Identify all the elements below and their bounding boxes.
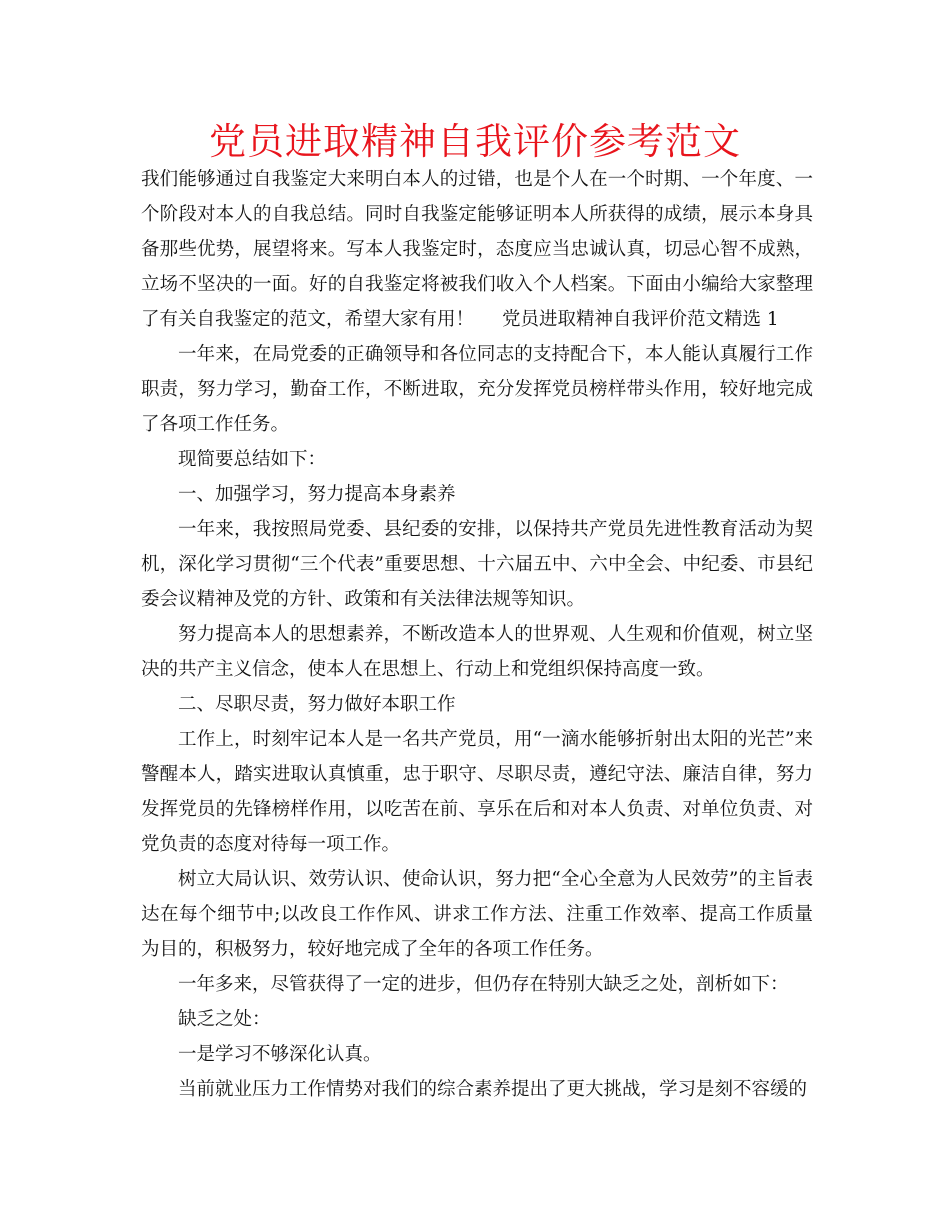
section-heading: 党员进取精神自我评价范文精选 1 [502, 309, 779, 330]
paragraph: 一年来，我按照局党委、县纪委的安排，以保持共产党员先进性教育活动为契机，深化学习贯彻“三个代表”重要思想、十六届五中、六中全会、中纪委、市县纪委会议精神及党的方针、政策和有关法律法规等知识。 [141, 519, 813, 610]
subheading: 二、尽职尽责，努力做好本职工作 [178, 694, 456, 715]
paragraph: 一年来，在局党委的正确领导和各位同志的支持配合下，本人能认真履行工作职责，努力学习，勤奋工作，不断进取，充分发挥党员榜样带头作用，较好地完成了各项工作任务。 [141, 344, 813, 435]
paragraph: 一年多来，尽管获得了一定的进步，但仍存在特别大缺乏之处，剖析如下： [178, 974, 789, 995]
paragraph: 努力提高本人的思想素养，不断改造本人的世界观、人生观和价值观，树立坚决的共产主义信念，使本人在思想上、行动上和党组织保持高度一致。 [141, 624, 813, 680]
subheading: 一、加强学习，努力提高本身素养 [178, 484, 456, 505]
paragraph: 现简要总结如下： [178, 449, 327, 470]
paragraph: 一是学习不够深化认真。 [178, 1044, 382, 1065]
paragraph: 工作上，时刻牢记本人是一名共产党员，用“一滴水能够折射出太阳的光芒”来警醒本人，踏实进取认真慎重，忠于职守、尽职尽责，遵纪守法、廉洁自律，努力发挥党员的先锋榜样作用，以吃苦在前、享乐在后和对本人负责、对单位负责、对党负责的态度对待每一项工作。 [141, 729, 813, 855]
document-body [141, 162, 813, 1107]
intro-text: 我们能够通过自我鉴定大来明白本人的过错，也是个人在一个时期、一个年度、一个阶段对本人的自我总结。同时自我鉴定能够证明本人所获得的成绩，展示本身具备那些优势，展望将来。写本人我鉴定时，态度应当忠诚认真，切忌心智不成熟，立场不坚决的一面。好的自我鉴定将被我们收入个人档案。下面由小编给大家整理了有关自我鉴定的范文，希望大家有用！ [141, 169, 813, 330]
paragraph: 当前就业压力工作情势对我们的综合素养提出了更大挑战，学习是刻不容缓的 [178, 1079, 808, 1100]
document-title: 党员进取精神自我评价参考范文 [209, 120, 741, 163]
paragraph: 缺乏之处： [178, 1009, 271, 1030]
intro-paragraph [141, 162, 813, 337]
paragraph: 树立大局认识、效劳认识、使命认识，努力把“全心全意为人民效劳”的主旨表达在每个细节中;以改良工作作风、讲求工作方法、注重工作效率、提高工作质量为目的，积极努力，较好地完成了全年的各项工作任务。 [141, 869, 813, 960]
